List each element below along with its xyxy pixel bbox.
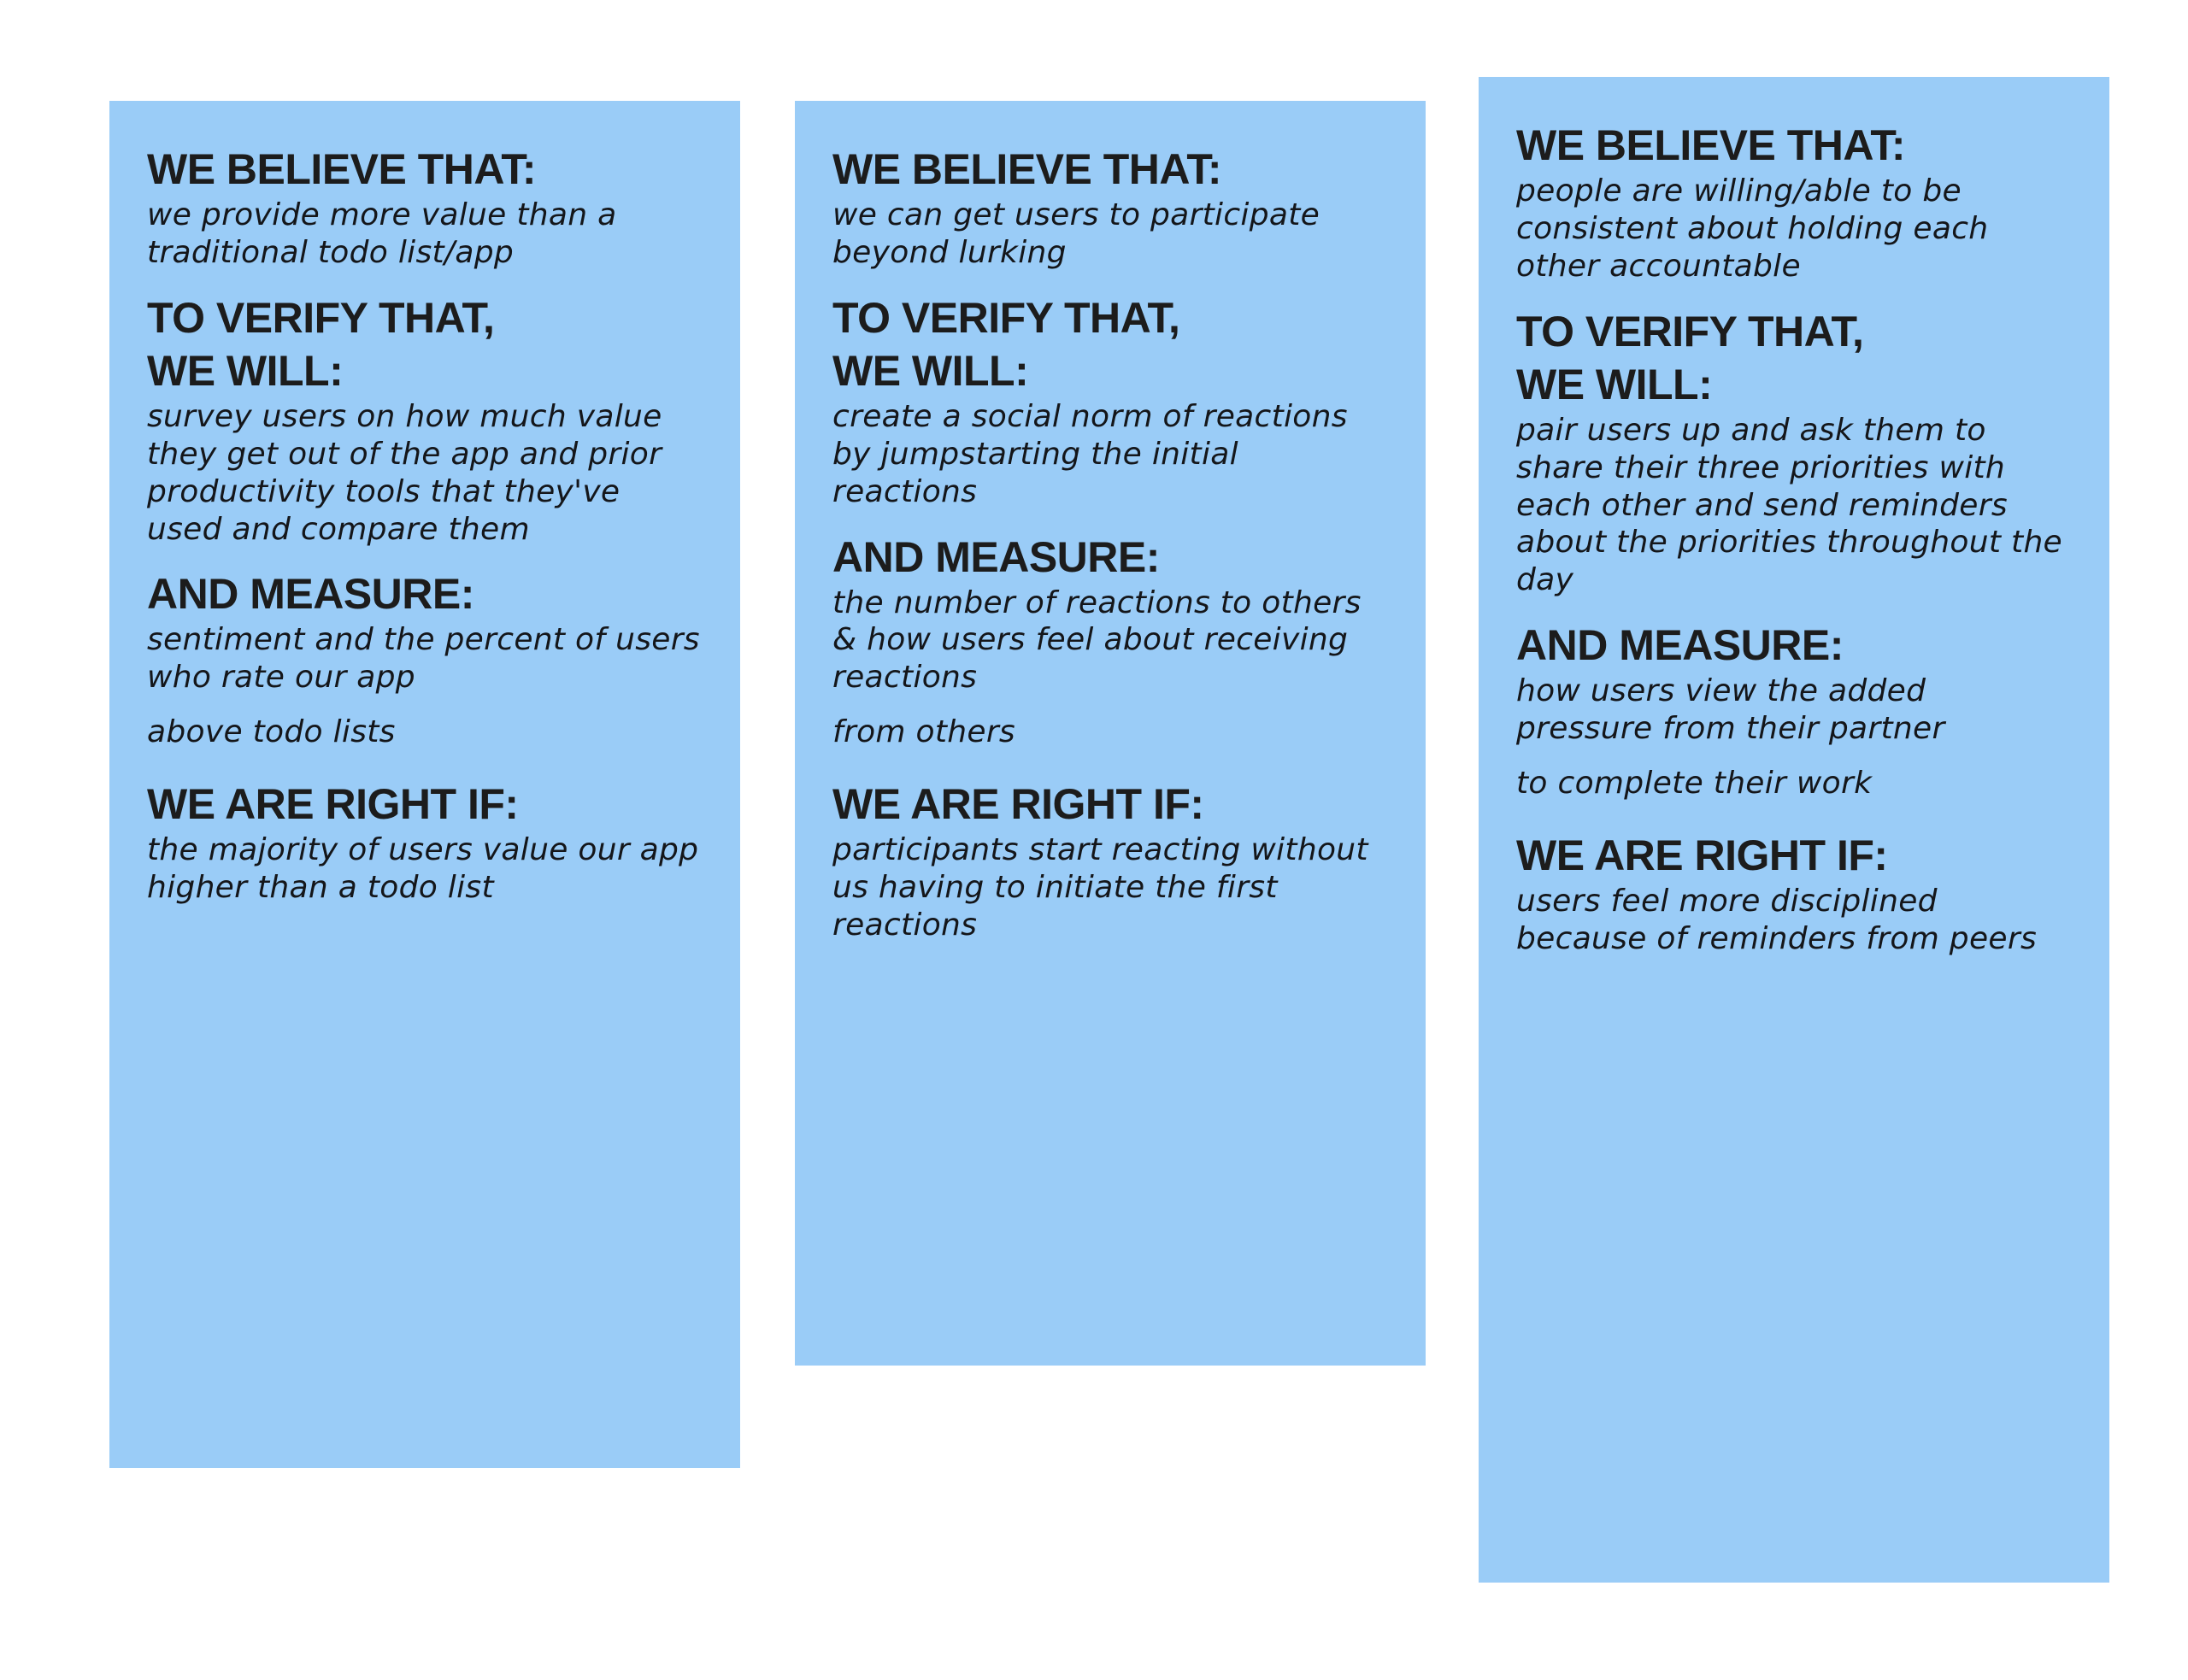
card-heading-right-if: WE ARE RIGHT IF:	[147, 780, 519, 829]
card-body-believe: we provide more value than a traditional todo list/app	[147, 197, 617, 270]
card-body-measure-cont: from others	[832, 714, 1015, 750]
card-heading-verify-line1: TO VERIFY THAT,	[1516, 307, 1864, 355]
card-heading-right-if: WE ARE RIGHT IF:	[832, 780, 1204, 829]
card-body-verify: survey users on how much value they get out of the app and prior productivity tools that they've used and compare them	[147, 398, 662, 547]
card-body-measure: sentiment and the percent of users who rate our app	[147, 622, 700, 696]
card-heading-measure: AND MEASURE:	[1516, 621, 1844, 670]
hypothesis-card[interactable]	[109, 101, 740, 1468]
card-heading-verify-line1: TO VERIFY THAT,	[832, 293, 1180, 342]
card-body-measure: how users view the added pressure from their partner	[1516, 673, 1945, 747]
card-body-right-if: the majority of users value our app higher than a todo list	[147, 832, 699, 906]
card-body-believe: we can get users to participate beyond lurking	[832, 197, 1320, 270]
card-body-believe: people are willing/able to be consistent about holding each other accountable	[1516, 173, 1989, 284]
hypothesis-card[interactable]	[1479, 77, 2109, 1583]
card-body-measure-cont: to complete their work	[1516, 766, 1873, 802]
card-body-verify: create a social norm of reactions by jumpstarting the initial reactions	[832, 398, 1348, 509]
card-body-measure: the number of reactions to others & how users feel about receiving reactions	[832, 584, 1362, 696]
card-heading-verify-line1: TO VERIFY THAT,	[147, 293, 495, 342]
hypothesis-card[interactable]	[795, 101, 1426, 1366]
card-heading-measure: AND MEASURE:	[832, 532, 1160, 581]
card-heading-verify-line2: WE WILL:	[1516, 360, 1713, 408]
card-heading-believe: WE BELIEVE THAT:	[147, 145, 536, 193]
card-heading-measure: AND MEASURE:	[147, 570, 474, 619]
card-heading-believe: WE BELIEVE THAT:	[1516, 121, 1905, 169]
card-body-right-if: participants start reacting without us having to initiate the first reactions	[832, 832, 1368, 943]
card-heading-believe: WE BELIEVE THAT:	[832, 145, 1221, 193]
card-body-verify: pair users up and ask them to share their three priorities with each other and send reminders about the priorities throughout the day	[1516, 412, 2063, 598]
card-body-measure-cont: above todo lists	[147, 714, 396, 750]
card-body-right-if: users feel more disciplined because of reminders from peers	[1516, 883, 2038, 956]
card-heading-verify-line2: WE WILL:	[147, 346, 344, 395]
card-heading-verify-line2: WE WILL:	[832, 346, 1029, 395]
card-heading-right-if: WE ARE RIGHT IF:	[1516, 831, 1888, 879]
